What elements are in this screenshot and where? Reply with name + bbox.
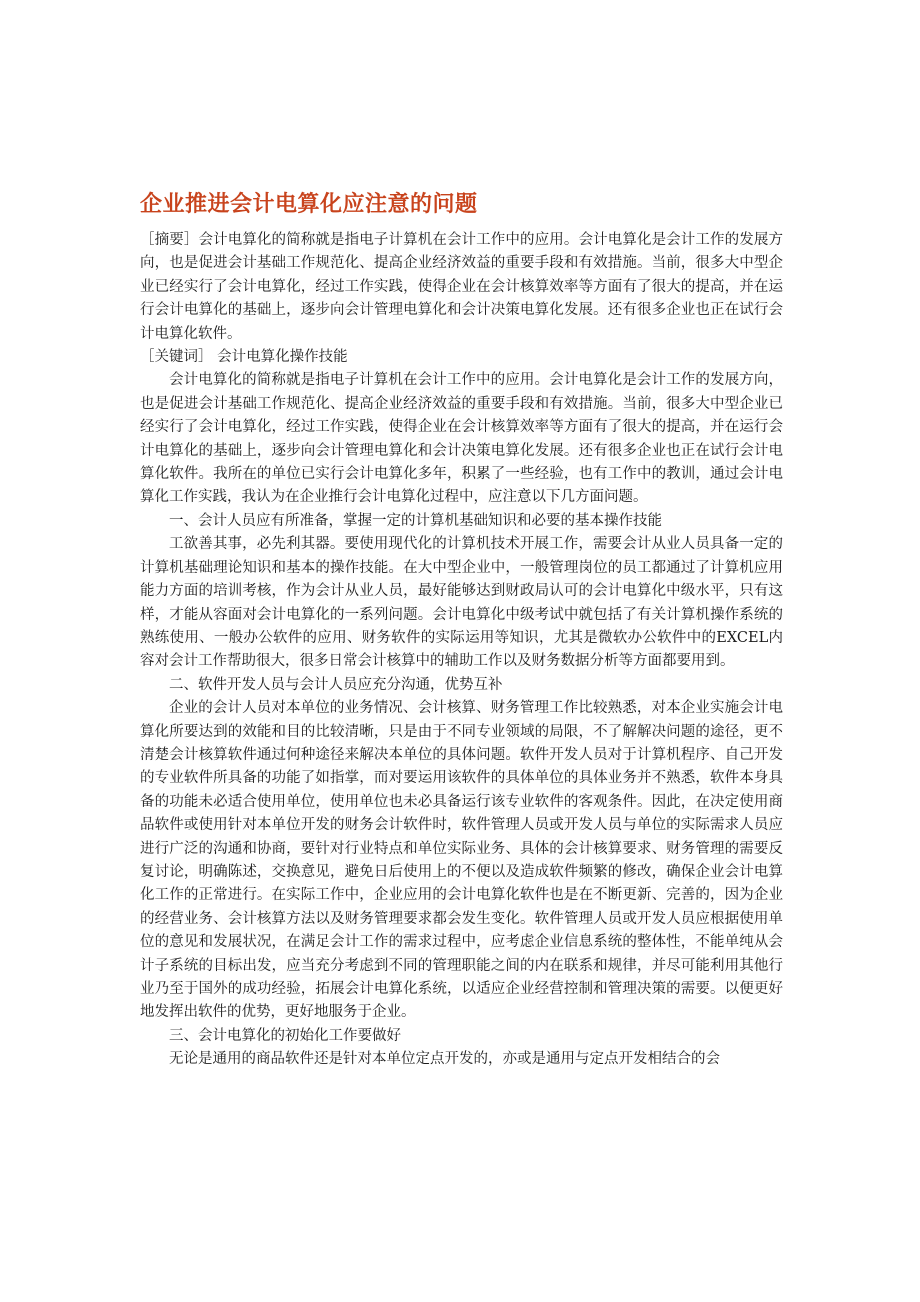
- keywords-line: ［关键词］ 会计电算化操作技能: [140, 349, 348, 366]
- section-body-1: 工欲善其事，必先利其器。要使用现代化的计算机技术开展工作，需要会计从业人员具备一定的计算机基础理论知识和基本的操作技能。在大中型企业中，一般管理岗位的员工都通过了计算机应用能力方面的培训考核，作为会计从业人员，最好能够达到财政局认可的会计电算化中级水平，只有这样，才能从容面对会计电算化的一系列问题。会计电算化中级考试中就包括了有关计算机操作系统的熟练使用、一般办公软件的应用、财务软件的实际运用等知识，尤其是微软办公软件中的EXCEL内容对会计工作帮助很大，很多日常会计核算中的辅助工作以及财务数据分析等方面都要用到。: [140, 536, 783, 670]
- section-body-3: 无论是通用的商品软件还是针对本单位定点开发的，亦或是通用与定点开发相结合的会: [169, 1051, 720, 1068]
- document-body: [140, 190, 783, 1072]
- intro-paragraph: 会计电算化的简称就是指电子计算机在会计工作中的应用。会计电算化是会计工作的发展方向，也是促进会计基础工作规范化、提高企业经济效益的重要手段和有效措施。当前，很多大中型企业已经实行了会计电算化，经过工作实践，使得企业在会计核算效率等方面有了很大的提高，并在运行会计电算化的基础上，逐步向会计管理电算化和会计决策电算化发展。还有很多企业也正在试行会计电算化软件。我所在的单位已实行会计电算化多年，积累了一些经验，也有工作中的教训，通过会计电算化工作实践，我认为在企业推行会计电算化过程中，应注意以下几方面问题。: [140, 372, 783, 506]
- section-heading-1: 一、会计人员应有所准备，掌握一定的计算机基础知识和必要的基本操作技能: [169, 512, 662, 529]
- section-heading-3: 三、会计电算化的初始化工作要做好: [169, 1027, 401, 1044]
- document-title: 企业推进会计电算化应注意的问题: [140, 192, 478, 217]
- abstract-paragraph: ［摘要］会计电算化的简称就是指电子计算机在会计工作中的应用。会计电算化是会计工作的发展方向，也是促进会计基础工作规范化、提高企业经济效益的重要手段和有效措施。当前，很多大中型企业已经实行了会计电算化，经过工作实践，使得企业在会计核算效率等方面有了很大的提高，并在运行会计电算化的基础上，逐步向会计管理电算化和会计决策电算化发展。还有很多企业也正在试行会计电算化软件。: [140, 232, 783, 342]
- section-body-2: 企业的会计人员对本单位的业务情况、会计核算、财务管理工作比较熟悉，对本企业实施会计电算化所要达到的效能和目的比较清晰，只是由于不同专业领域的局限，不了解解决问题的途径，更不清楚会计核算软件通过何种途径来解决本单位的具体问题。软件开发人员对于计算机程序、自己开发的专业软件所具备的功能了如指掌，而对要运用该软件的具体单位的具体业务并不熟悉，软件本身具备的功能未必适合使用单位，使用单位也未必具备运行该专业软件的客观条件。因此，在决定使用商品软件或使用针对本单位开发的财务会计软件时，软件管理人员或开发人员与单位的实际需求人员应进行广泛的沟通和协商，要针对行业特点和单位实际业务、具体的会计核算要求、财务管理的需要反复讨论，明确陈述，交换意见，避免日后使用上的不便以及造成软件频繁的修改，确保企业会计电算化工作的正常进行。在实际工作中，企业应用的会计电算化软件也是在不断更新、完善的，因为企业的经营业务、会计核算方法以及财务管理要求都会发生变化。软件管理人员或开发人员应根据使用单位的意见和发展状况，在满足会计工作的需求过程中，应考虑企业信息系统的整体性，不能单纯从会计子系统的目标出发，应当充分考虑到不同的管理职能之间的内在联系和规律，并尽可能利用其他行业乃至于国外的成功经验，拓展会计电算化系统，以适应企业经营控制和管理决策的需要。以便更好地发挥出软件的优势，更好地服务于企业。: [140, 700, 783, 1021]
- section-heading-2: 二、软件开发人员与会计人员应充分沟通，优势互补: [169, 676, 503, 693]
